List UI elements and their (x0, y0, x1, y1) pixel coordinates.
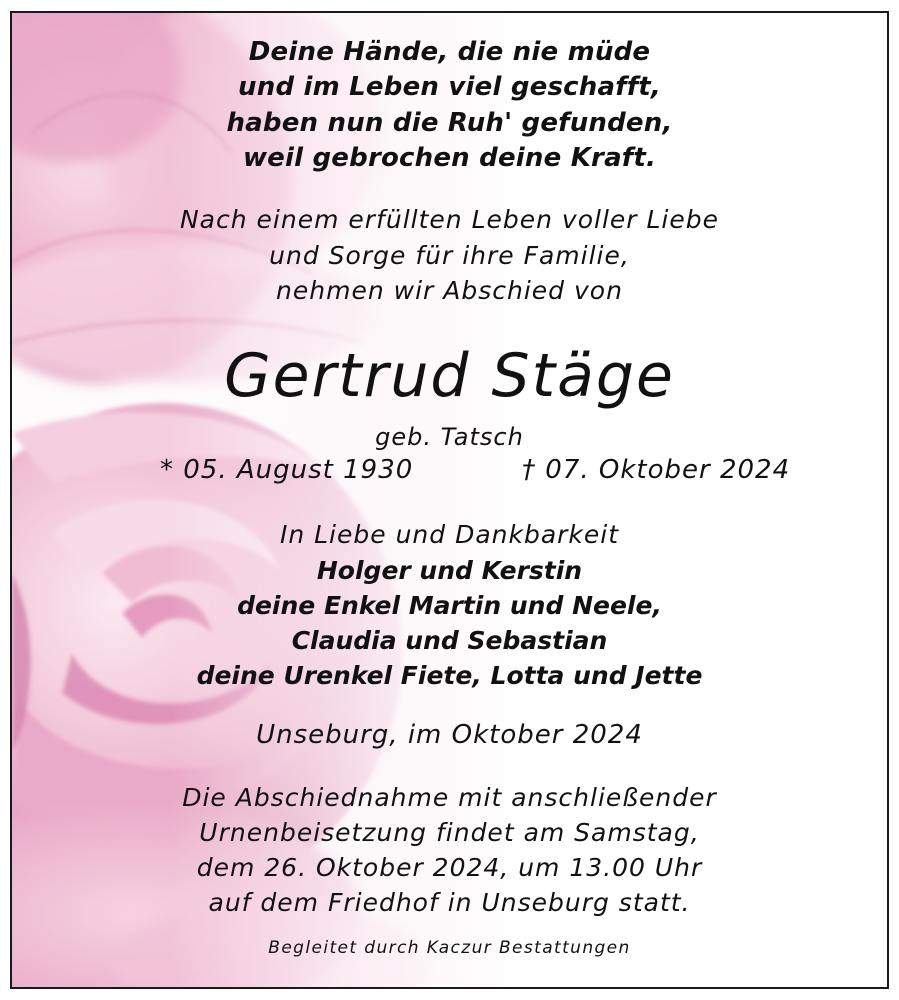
birth-date: * 05. August 1930 (160, 455, 414, 485)
mourner-line-2: deine Enkel Martin und Neele, (237, 591, 662, 620)
obituary-card (10, 11, 889, 989)
mourners-intro: In Liebe und Dankbarkeit (279, 520, 620, 549)
funeral-line-4: auf dem Friedhof in Unseburg statt. (208, 888, 691, 917)
poem-line-2: und im Leben viel geschafft, (238, 72, 661, 102)
intro-line-3: nehmen wir Abschied von (276, 276, 623, 305)
funeral-line-2: Urnenbeisetzung findet am Samstag, (199, 818, 700, 847)
poem-line-4: weil gebrochen deine Kraft. (242, 143, 657, 173)
mourner-line-4: deine Urenkel Fiete, Lotta und Jette (196, 661, 703, 690)
obituary-text (12, 13, 887, 987)
life-dates (12, 455, 887, 491)
intro-line-1: Nach einem erfüllten Leben voller Liebe (179, 205, 720, 234)
funeral-line-1: Die Abschiednahme mit anschließender (182, 783, 717, 812)
death-date: † 07. Oktober 2024 (522, 455, 791, 485)
maiden-name: geb. Tatsch (375, 423, 524, 451)
mourner-line-3: Claudia und Sebastian (291, 626, 608, 655)
mourner-line-1: Holger und Kerstin (316, 556, 583, 585)
funeral-home-credit: Begleitet durch Kaczur Bestattungen (268, 938, 631, 958)
poem-line-3: haben nun die Ruh' gefunden, (226, 108, 673, 138)
deceased-name: Gertrud Stäge (224, 341, 675, 411)
funeral-line-3: dem 26. Oktober 2024, um 13.00 Uhr (196, 853, 703, 882)
place-date: Unseburg, im Oktober 2024 (256, 720, 643, 750)
intro-line-2: und Sorge für ihre Familie, (269, 241, 630, 270)
poem-line-1: Deine Hände, die nie müde (248, 37, 651, 67)
